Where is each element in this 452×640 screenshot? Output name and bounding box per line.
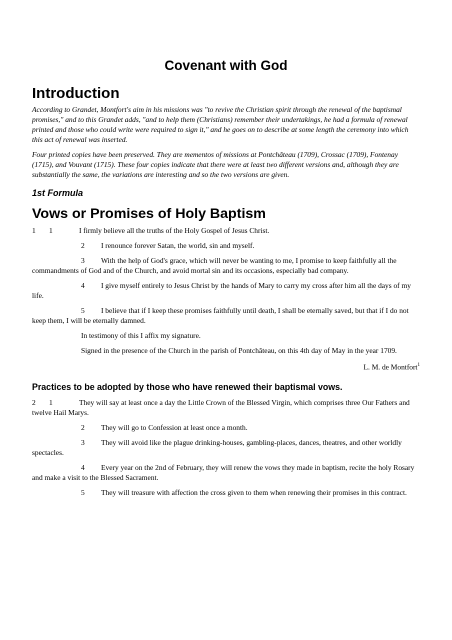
item-text: Every year on the 2nd of February, they will renew the vows they made in baptism, recite the holy Rosary and make a visit to the Blessed Sacrament. xyxy=(32,463,415,483)
testimony-text: In testimony of this I affix my signature. xyxy=(81,331,201,340)
vows-heading: Vows or Promises of Holy Baptism xyxy=(32,206,266,222)
vow-item xyxy=(32,241,420,251)
formula-heading: 1st Formula xyxy=(32,188,84,198)
item-text: I firmly believe all the truths of the Holy Gospel of Jesus Christ. xyxy=(79,226,270,235)
footnote-marker: 1 xyxy=(417,363,420,368)
vow-item xyxy=(32,226,420,236)
practice-item xyxy=(32,463,420,483)
item-text: They will go to Confession at least once a month. xyxy=(101,423,248,433)
item-number: 3 xyxy=(81,256,85,265)
vow-item xyxy=(32,306,420,326)
item-number: 1 xyxy=(49,226,53,235)
signature xyxy=(32,361,420,372)
intro-paragraph: Four printed copies have been preserved. They are mementos of missions at Pontchâteau (1709), Crossac (1709), Fontenay (1715), and Vouvant (1715). These four copies indicate that there were at least two different versions and, although they are substantially the same, the variations are interesting and so the two versions are given. xyxy=(32,150,399,179)
item-number: 5 xyxy=(81,488,85,498)
intro-heading: Introduction xyxy=(32,85,120,102)
document-title: Covenant with God xyxy=(164,58,288,73)
vow-item xyxy=(32,281,420,301)
item-number: 2 xyxy=(81,241,85,250)
signature-name: L. M. de Montfort xyxy=(363,362,418,372)
item-number: 3 xyxy=(81,438,85,448)
signed-text xyxy=(32,346,420,356)
item-number: 5 xyxy=(81,306,85,315)
section-number: 1 xyxy=(32,226,36,235)
item-text: With the help of God's grace, which will never be wanting to me, I promise to keep faithfully all the commandments of God and of the Church, and avoid mortal sin and its occasions, especially bad company. xyxy=(32,256,397,275)
practice-item xyxy=(32,398,420,418)
item-number: 2 xyxy=(81,423,85,433)
practices-heading: Practices to be adopted by those who have renewed their baptismal vows. xyxy=(32,382,343,393)
practice-item xyxy=(32,488,420,498)
item-number: 4 xyxy=(81,281,85,290)
intro-paragraph: According to Grandet, Montfort's aim in his missions was "to revive the Christian spirit through the renewal of the baptismal promises," and to this Grandet adds, "and to help them (Christians) remember their undertakings, he had a formula of renewal printed and those who could write were required to sign it," and he goes on to describe at some length the ceremony into which this act of renewal was inserted. xyxy=(32,105,409,144)
practice-item xyxy=(32,423,420,433)
item-number: 1 xyxy=(49,398,53,408)
practice-item xyxy=(32,438,420,458)
item-number: 4 xyxy=(81,463,85,473)
item-text: I give myself entirely to Jesus Christ by the hands of Mary to carry my cross after him all the days of my life. xyxy=(32,281,411,300)
section-number: 2 xyxy=(32,398,36,408)
signed-line: Signed in the presence of the Church in the parish of Pontchâteau, on this 4th day of May in the year 1709. xyxy=(81,346,397,355)
item-text: They will say at least once a day the Little Crown of the Blessed Virgin, which comprises three Our Fathers and twelve Hail Marys. xyxy=(32,398,410,418)
item-text: I believe that if I keep these promises faithfully until death, I shall be eternally saved, but that if I do not keep them, I will be eternally damned. xyxy=(32,306,409,325)
item-text: I renounce forever Satan, the world, sin and myself. xyxy=(101,241,255,250)
vow-item xyxy=(32,256,420,276)
item-text: They will avoid like the plague drinking-houses, gambling-places, dances, theatres, and other worldly spectacles. xyxy=(32,438,402,458)
item-text: They will treasure with affection the cross given to them when renewing their promises in this contract. xyxy=(101,488,407,498)
